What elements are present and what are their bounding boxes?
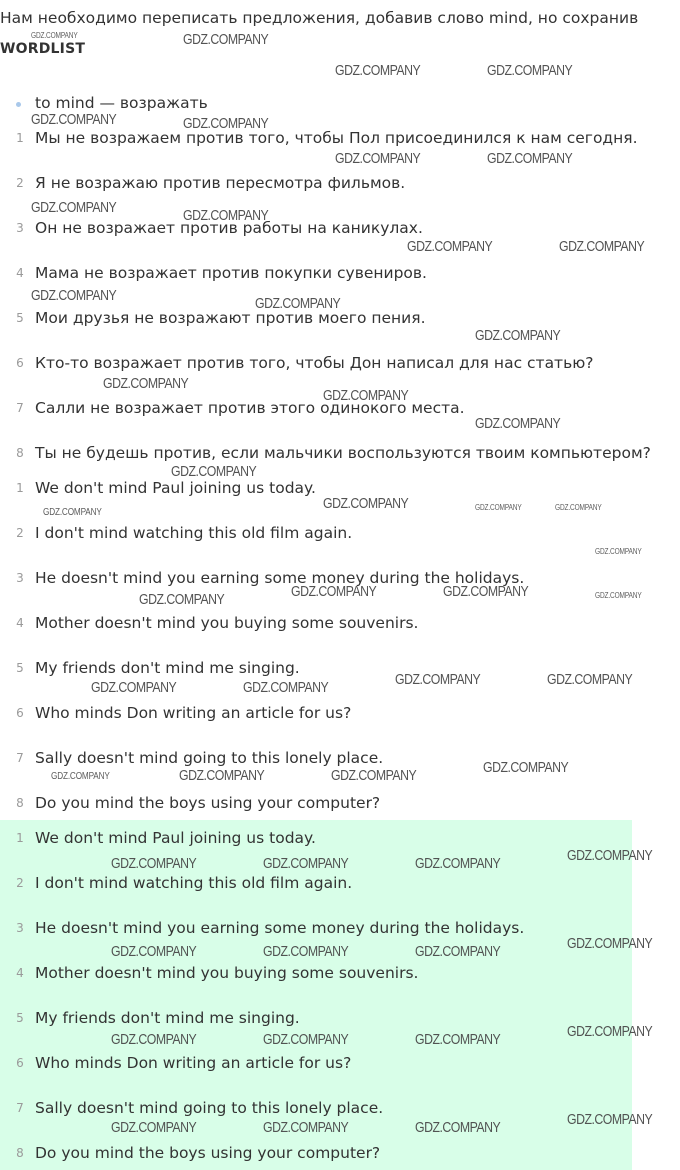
russian-sentence-text: Я не возражаю против пересмотра фильмов. — [35, 174, 406, 192]
sentence-number: 3 — [16, 221, 24, 235]
watermark-label: GDZ.COMPANY — [595, 591, 642, 600]
sentence-number: 2 — [16, 876, 24, 890]
sentence-number: 4 — [16, 266, 24, 280]
watermark-label: GDZ.COMPANY — [291, 583, 377, 600]
watermark-label: GDZ.COMPANY — [139, 591, 225, 608]
highlighted-sentence-row — [0, 1052, 680, 1074]
russian-sentence-row — [0, 352, 680, 374]
sentence-number: 1 — [16, 131, 24, 145]
watermark-label: GDZ.COMPANY — [555, 503, 602, 512]
watermark-label: GDZ.COMPANY — [407, 238, 493, 255]
sentence-number: 1 — [16, 481, 24, 495]
russian-sentence-text: Мы не возражаем против того, чтобы Пол присоединился к нам сегодня. — [35, 129, 638, 147]
watermark-label: GDZ.COMPANY — [171, 463, 257, 480]
watermark-label: GDZ.COMPANY — [487, 150, 573, 167]
task-intro: Нам необходимо переписать предложения, добавив слово mind, но сохранив — [0, 9, 639, 27]
watermark-label: GDZ.COMPANY — [547, 671, 633, 688]
watermark-label: GDZ.COMPANY — [475, 327, 561, 344]
watermark-label: GDZ.COMPANY — [567, 847, 653, 864]
english-sentence-text: Who minds Don writing an article for us? — [35, 704, 352, 722]
watermark-label: GDZ.COMPANY — [415, 1119, 501, 1136]
watermark-label: GDZ.COMPANY — [415, 855, 501, 872]
watermark-label: GDZ.COMPANY — [483, 759, 569, 776]
russian-sentence-text: Кто-то возражает против того, чтобы Дон написал для нас статью? — [35, 354, 594, 372]
watermark-label: GDZ.COMPANY — [111, 1119, 197, 1136]
english-sentence-text: I don't mind watching this old film again. — [35, 524, 353, 542]
russian-sentence-row — [0, 127, 680, 149]
highlighted-sentence-text: Do you mind the boys using your computer? — [35, 1144, 381, 1162]
watermark-label: GDZ.COMPANY — [595, 547, 642, 556]
watermark-label: GDZ.COMPANY — [183, 31, 269, 48]
watermark-label: GDZ.COMPANY — [559, 238, 645, 255]
sentence-number: 4 — [16, 966, 24, 980]
watermark-label: GDZ.COMPANY — [31, 287, 117, 304]
english-sentence-text: Mother doesn't mind you buying some souvenirs. — [35, 614, 419, 632]
sentence-number: 1 — [16, 831, 24, 845]
sentence-number: 4 — [16, 616, 24, 630]
highlighted-sentence-text: I don't mind watching this old film again. — [35, 874, 353, 892]
watermark-label: GDZ.COMPANY — [31, 111, 117, 128]
highlighted-sentence-row — [0, 827, 680, 849]
russian-sentence-row — [0, 262, 680, 284]
watermark-label: GDZ.COMPANY — [487, 62, 573, 79]
highlighted-sentence-row — [0, 962, 680, 984]
watermark-label: GDZ.COMPANY — [263, 1119, 349, 1136]
russian-sentence-text: Салли не возражает против этого одинокого места. — [35, 399, 465, 417]
watermark-label: GDZ.COMPANY — [331, 767, 417, 784]
english-sentence-text: We don't mind Paul joining us today. — [35, 479, 316, 497]
watermark-label: GDZ.COMPANY — [263, 943, 349, 960]
sentence-number: 5 — [16, 1011, 24, 1025]
highlighted-sentence-text: We don't mind Paul joining us today. — [35, 829, 316, 847]
russian-sentence-row — [0, 217, 680, 239]
sentence-number: 6 — [16, 356, 24, 370]
sentence-number: 3 — [16, 571, 24, 585]
watermark-label: GDZ.COMPANY — [443, 583, 529, 600]
sentence-number: 7 — [16, 751, 24, 765]
english-sentence-row — [0, 747, 680, 769]
sentence-number: 8 — [16, 446, 24, 460]
russian-sentence-text: Он не возражает против работы на каникулах. — [35, 219, 423, 237]
watermark-label: GDZ.COMPANY — [31, 31, 78, 40]
sentence-number: 3 — [16, 921, 24, 935]
english-sentence-text: My friends don't mind me singing. — [35, 659, 300, 677]
sentence-number: 8 — [16, 1146, 24, 1160]
watermark-label: GDZ.COMPANY — [475, 415, 561, 432]
sentence-number: 7 — [16, 1101, 24, 1115]
russian-sentence-text: Мама не возражает против покупки сувениров. — [35, 264, 427, 282]
sentence-number: 7 — [16, 401, 24, 415]
highlighted-sentence-row — [0, 872, 680, 894]
sentence-number: 2 — [16, 526, 24, 540]
english-sentence-text: He doesn't mind you earning some money during the holidays. — [35, 569, 525, 587]
highlighted-sentence-text: Sally doesn't mind going to this lonely place. — [35, 1099, 384, 1117]
watermark-label: GDZ.COMPANY — [183, 115, 269, 132]
watermark-label: GDZ.COMPANY — [183, 207, 269, 224]
sentence-number: 6 — [16, 706, 24, 720]
watermark-label: GDZ.COMPANY — [263, 855, 349, 872]
sentence-number: 5 — [16, 311, 24, 325]
russian-sentence-row — [0, 172, 680, 194]
watermark-label: GDZ.COMPANY — [43, 507, 102, 518]
highlighted-sentence-text: Mother doesn't mind you buying some souvenirs. — [35, 964, 419, 982]
watermark-label: GDZ.COMPANY — [111, 1031, 197, 1048]
watermark-label: GDZ.COMPANY — [91, 679, 177, 696]
highlighted-sentence-text: He doesn't mind you earning some money during the holidays. — [35, 919, 525, 937]
sentence-number: 2 — [16, 176, 24, 190]
bullet-icon — [16, 102, 21, 107]
watermark-label: GDZ.COMPANY — [255, 295, 341, 312]
watermark-label: GDZ.COMPANY — [415, 1031, 501, 1048]
watermark-label: GDZ.COMPANY — [323, 495, 409, 512]
watermark-label: GDZ.COMPANY — [243, 679, 329, 696]
watermark-label: GDZ.COMPANY — [335, 62, 421, 79]
watermark-label: GDZ.COMPANY — [567, 935, 653, 952]
watermark-label: GDZ.COMPANY — [111, 943, 197, 960]
english-sentence-row — [0, 792, 680, 814]
russian-sentence-text: Ты не будешь против, если мальчики воспользуются твоим компьютером? — [35, 444, 651, 462]
russian-sentence-row — [0, 442, 680, 464]
watermark-label: GDZ.COMPANY — [395, 671, 481, 688]
watermark-label: GDZ.COMPANY — [103, 375, 189, 392]
watermark-label: GDZ.COMPANY — [567, 1111, 653, 1128]
watermark-label: GDZ.COMPANY — [263, 1031, 349, 1048]
watermark-label: GDZ.COMPANY — [111, 855, 197, 872]
watermark-label: GDZ.COMPANY — [335, 150, 421, 167]
wordlist-heading: WORDLIST — [0, 41, 86, 57]
watermark-label: GDZ.COMPANY — [567, 1023, 653, 1040]
watermark-label: GDZ.COMPANY — [323, 387, 409, 404]
highlighted-sentence-text: Who minds Don writing an article for us? — [35, 1054, 352, 1072]
highlighted-sentence-row — [0, 1142, 680, 1164]
sentence-number: 5 — [16, 661, 24, 675]
russian-sentence-text: Мои друзья не возражают против моего пения. — [35, 309, 426, 327]
watermark-label: GDZ.COMPANY — [415, 943, 501, 960]
watermark-label: GDZ.COMPANY — [475, 503, 522, 512]
watermark-label: GDZ.COMPANY — [51, 771, 110, 782]
sentence-number: 6 — [16, 1056, 24, 1070]
english-sentence-row — [0, 612, 680, 634]
english-sentence-text: Do you mind the boys using your computer? — [35, 794, 381, 812]
sentence-number: 8 — [16, 796, 24, 810]
highlighted-sentence-text: My friends don't mind me singing. — [35, 1009, 300, 1027]
watermark-label: GDZ.COMPANY — [31, 199, 117, 216]
english-sentence-text: Sally doesn't mind going to this lonely place. — [35, 749, 384, 767]
wordlist-item-text: to mind — возражать — [35, 94, 208, 112]
watermark-label: GDZ.COMPANY — [179, 767, 265, 784]
english-sentence-row — [0, 702, 680, 724]
english-sentence-row — [0, 522, 680, 544]
